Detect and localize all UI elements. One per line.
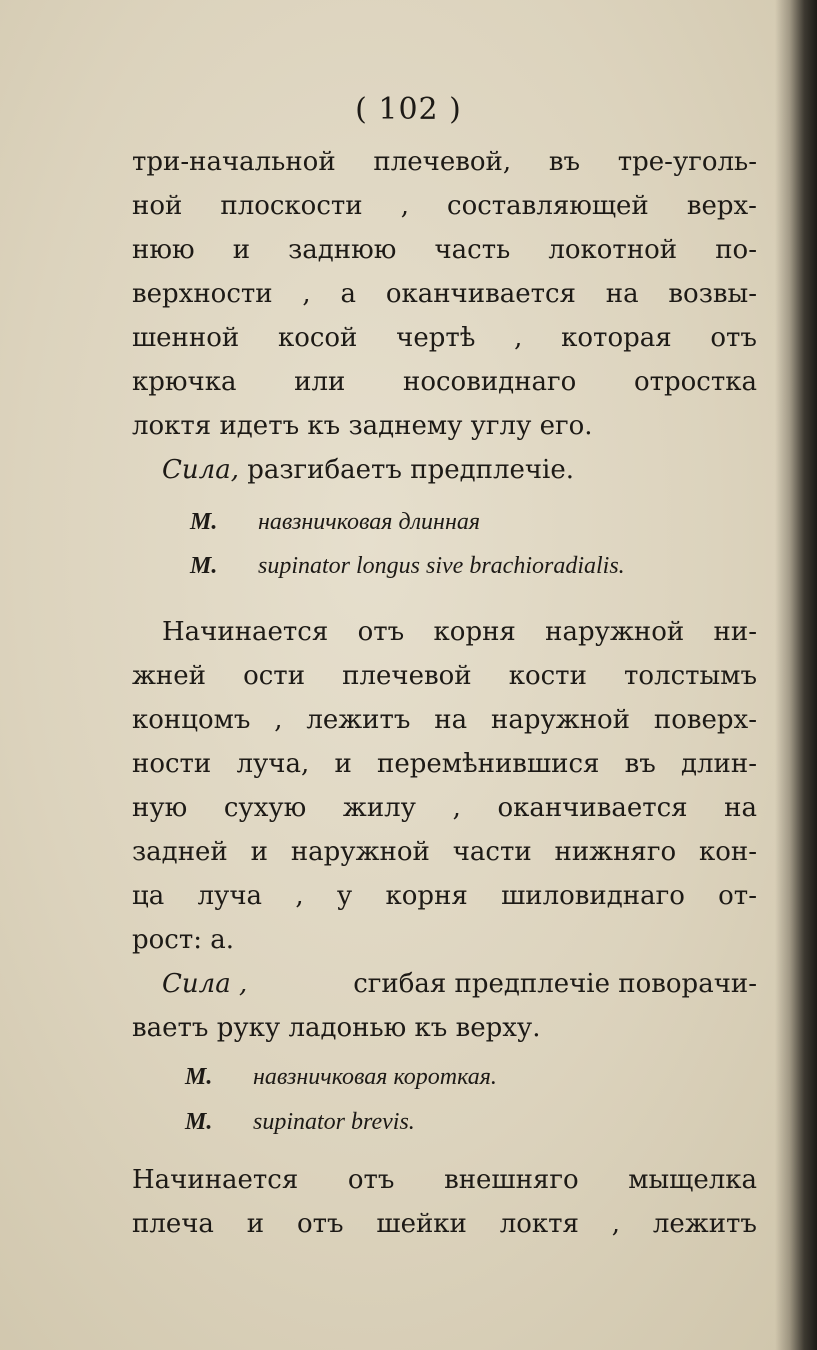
word: или xyxy=(294,367,346,397)
text-line xyxy=(132,698,757,742)
text-line: рост: а. xyxy=(132,925,235,955)
word: оканчивается xyxy=(497,793,688,823)
word: части xyxy=(452,837,532,867)
word: отъ xyxy=(357,617,405,647)
muscle-abbrev: M. xyxy=(190,509,218,535)
word: шенной xyxy=(132,323,240,353)
word: луча, xyxy=(236,749,310,779)
word: поверх- xyxy=(653,705,757,735)
word: тре-уголь- xyxy=(617,147,757,177)
word: ца xyxy=(132,881,165,911)
paragraph-1 xyxy=(132,140,757,492)
word: , xyxy=(295,881,304,911)
word: составляющей xyxy=(447,191,649,221)
word: наружной xyxy=(545,617,685,647)
text-line: локтя идетъ къ заднему углу его. xyxy=(132,411,593,441)
word: косой xyxy=(277,323,358,353)
force-text: разгибаетъ предплечіе. xyxy=(247,455,574,485)
word: , xyxy=(274,705,283,735)
page-edge-shadow xyxy=(775,0,817,1350)
word: корня xyxy=(433,617,516,647)
word: длин- xyxy=(681,749,757,779)
word: на xyxy=(434,705,468,735)
text-line xyxy=(132,1158,757,1202)
word: часть xyxy=(434,235,511,265)
word: отъ xyxy=(296,1209,344,1239)
word: заднюю xyxy=(288,235,397,265)
muscle-russian-name: навзничковая короткая. xyxy=(253,1064,497,1090)
page-number: ( 102 ) xyxy=(355,92,462,127)
word: мыщелка xyxy=(628,1165,757,1195)
word: по- xyxy=(715,235,757,265)
word: у xyxy=(336,881,353,911)
force-line xyxy=(132,962,757,1006)
word: Начинается xyxy=(132,1165,299,1195)
word: наружной xyxy=(290,837,430,867)
word: локотной xyxy=(548,235,678,265)
text-line xyxy=(132,140,757,184)
word: ости xyxy=(243,661,306,691)
word: корня xyxy=(385,881,468,911)
word: кон- xyxy=(698,837,757,867)
word: кости xyxy=(508,661,587,691)
word: плечевой, xyxy=(373,147,512,177)
muscle-abbrev: M. xyxy=(190,553,218,579)
word: лежитъ xyxy=(306,705,411,735)
muscle-abbrev: M. xyxy=(185,1109,213,1135)
word: возвы- xyxy=(668,279,757,309)
word: верх- xyxy=(686,191,757,221)
text-line xyxy=(132,272,757,316)
word: жилу xyxy=(342,793,416,823)
muscle-latin-name: supinator longus sive brachioradialis. xyxy=(258,553,625,579)
word: ности xyxy=(132,749,212,779)
word: три-начальной xyxy=(132,147,336,177)
word: отъ xyxy=(347,1165,395,1195)
text-line xyxy=(132,786,757,830)
word: которая xyxy=(561,323,672,353)
word: шейки xyxy=(376,1209,467,1239)
word: внешняго xyxy=(444,1165,579,1195)
text-line xyxy=(132,874,757,918)
word: , xyxy=(611,1209,621,1239)
force-label: Сила , xyxy=(162,969,248,999)
word: и xyxy=(246,1209,265,1239)
text-line xyxy=(132,184,757,228)
word: на xyxy=(605,279,639,309)
word: крючка xyxy=(132,367,237,397)
word: шиловиднаго xyxy=(501,881,685,911)
word: , xyxy=(514,323,523,353)
force-text: сгибая предплечіе поворачи- xyxy=(353,969,757,999)
text-line xyxy=(132,830,757,874)
paragraph-2 xyxy=(132,610,757,1050)
force-label: Сила, xyxy=(162,455,239,485)
word: локтя xyxy=(499,1209,579,1239)
muscle-russian-name: навзничковая длинная xyxy=(258,509,481,535)
text-line xyxy=(132,742,757,786)
word: на xyxy=(724,793,757,823)
text-line xyxy=(132,654,757,698)
muscle-abbrev: M. xyxy=(185,1064,213,1090)
word: нижняго xyxy=(554,837,677,867)
word: жней xyxy=(132,661,206,691)
word: толстымъ xyxy=(624,661,757,691)
word: наружной xyxy=(491,705,631,735)
word: задней xyxy=(132,837,228,867)
word: луча xyxy=(197,881,263,911)
muscle-name-russian xyxy=(185,1057,497,1097)
word: а xyxy=(340,279,356,309)
word: въ xyxy=(548,147,581,177)
muscle-latin-name: supinator brevis. xyxy=(253,1109,415,1135)
text-line xyxy=(132,1202,757,1246)
word: от- xyxy=(718,881,757,911)
word: Начинается xyxy=(162,617,329,647)
word: и xyxy=(232,235,251,265)
word: въ xyxy=(624,749,656,779)
text-line: ваетъ руку ладонью къ верху. xyxy=(132,1013,541,1043)
word: ной xyxy=(132,191,183,221)
word: , xyxy=(302,279,311,309)
word: оканчивается xyxy=(385,279,576,309)
text-line xyxy=(132,360,757,404)
word: плечевой xyxy=(342,661,472,691)
word: перемѣнившися xyxy=(377,749,600,779)
muscle-name-latin xyxy=(190,546,625,586)
word: отъ xyxy=(710,323,757,353)
word: и xyxy=(250,837,268,867)
word: и xyxy=(334,749,352,779)
word: ную xyxy=(132,793,188,823)
paragraph-3 xyxy=(132,1158,757,1246)
force-line xyxy=(132,448,757,492)
muscle-name-latin xyxy=(185,1102,415,1142)
text-line xyxy=(132,228,757,272)
word: плеча xyxy=(132,1209,214,1239)
word: верхности xyxy=(132,279,273,309)
word: носовиднаго xyxy=(403,367,577,397)
muscle-name-russian xyxy=(190,502,480,542)
word: , xyxy=(452,793,461,823)
word: лежитъ xyxy=(652,1209,757,1239)
word: чертѣ xyxy=(396,323,476,353)
word: концомъ xyxy=(132,705,251,735)
word: ни- xyxy=(713,617,757,647)
word: сухую xyxy=(223,793,307,823)
text-line xyxy=(132,610,757,654)
word: нюю xyxy=(132,235,195,265)
word: плоскости xyxy=(220,191,363,221)
text-line xyxy=(132,316,757,360)
word: , xyxy=(400,191,409,221)
word: отростка xyxy=(633,367,757,397)
